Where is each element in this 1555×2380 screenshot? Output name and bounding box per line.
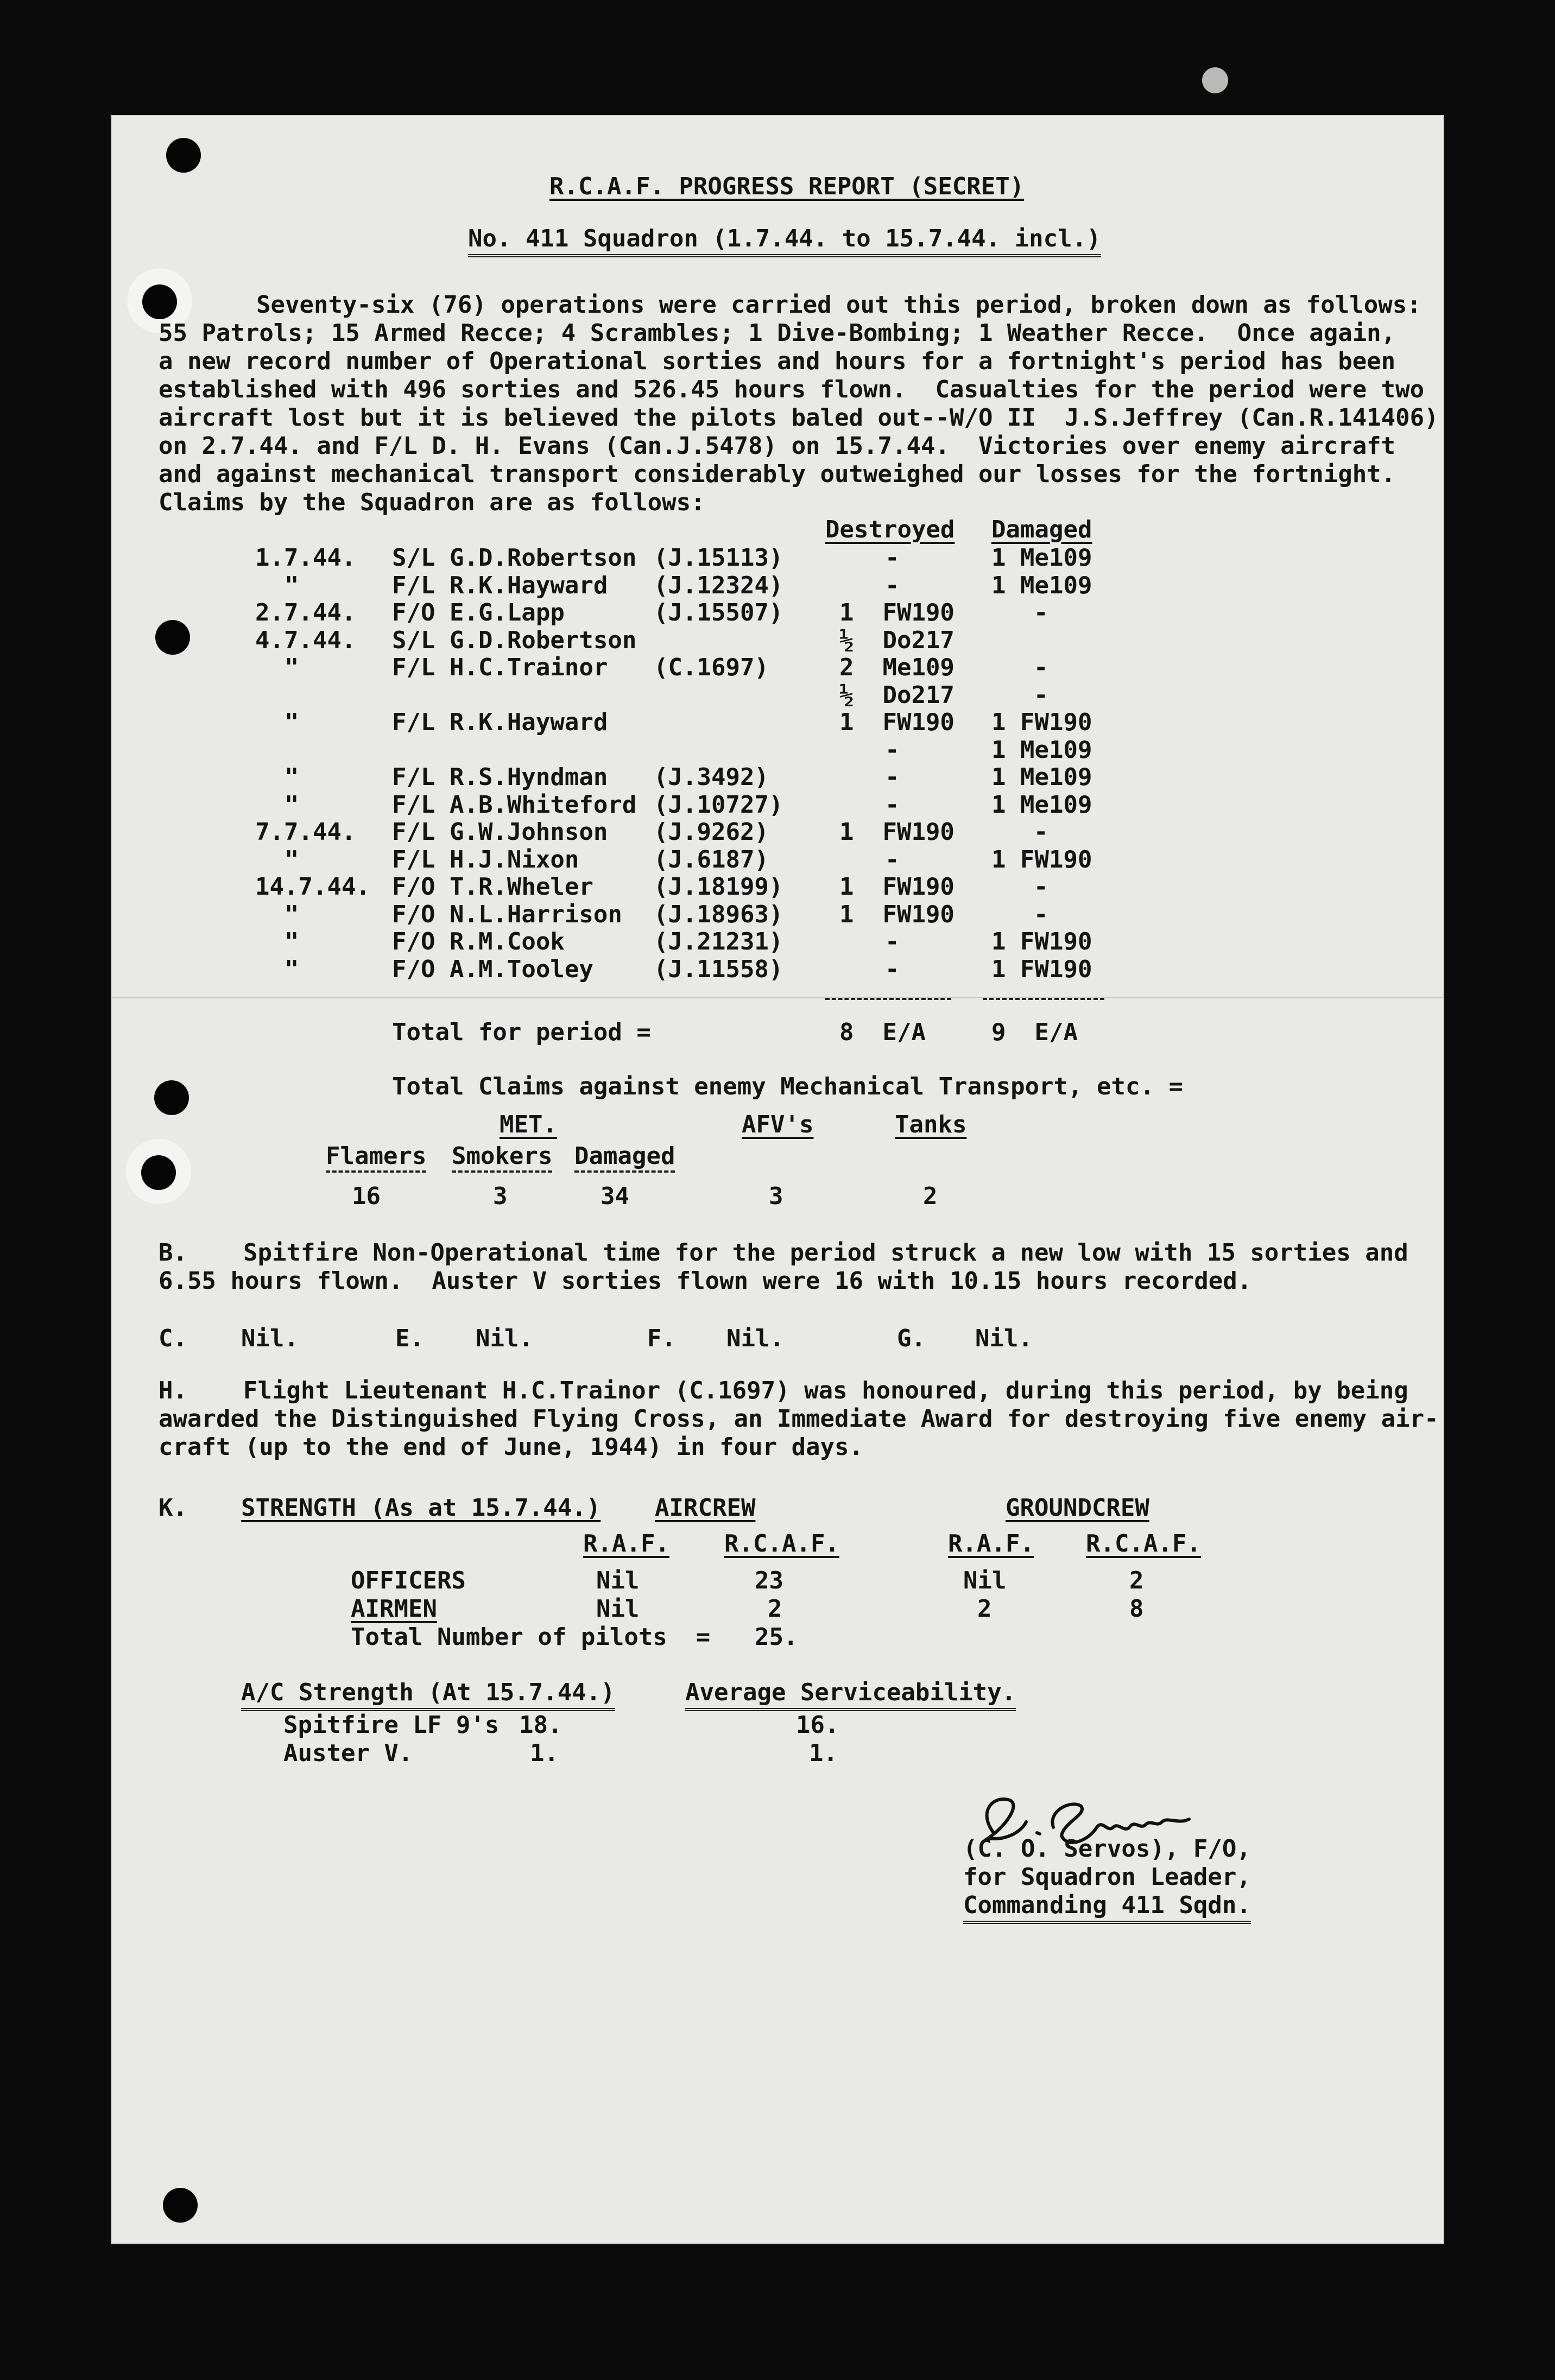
- claim-damaged: -: [1034, 873, 1048, 901]
- claim-pilot: F/O N.L.Harrison: [392, 901, 622, 928]
- claim-damaged: -: [1034, 901, 1048, 928]
- officers-groundcrew-rcaf: 2: [1129, 1567, 1144, 1594]
- groundcrew-raf-header: R.A.F.: [948, 1530, 1034, 1558]
- damaged-total-rule: [983, 998, 1104, 1000]
- claim-pilot: F/L H.C.Trainor: [392, 654, 608, 681]
- claim-date: ": [285, 654, 299, 681]
- claim-pilot: F/O R.M.Cook: [392, 928, 565, 955]
- section-e-letter: E.: [395, 1325, 424, 1352]
- section-f-value: Nil.: [726, 1325, 784, 1352]
- claim-pilot: F/O T.R.Wheler: [392, 873, 593, 901]
- groundcrew-label: GROUNDCREW: [1006, 1494, 1149, 1522]
- punch-hole: [166, 138, 201, 173]
- claim-date: ": [285, 791, 299, 819]
- claim-number: (J.15113): [654, 544, 783, 572]
- ac-row-name: Auster V.: [283, 1739, 413, 1767]
- claim-destroyed: 1 FW190: [839, 818, 955, 846]
- section-k-letter: K.: [159, 1494, 187, 1522]
- officers-label: OFFICERS: [351, 1567, 466, 1594]
- intro-line: a new record number of Operational sorties and hours for a fortnight's period has been: [159, 347, 1396, 375]
- claim-destroyed: 1 FW190: [839, 901, 955, 928]
- total-destroyed: 8 E/A: [839, 1018, 926, 1046]
- claim-damaged: 1 Me109: [991, 791, 1092, 819]
- claim-pilot: F/O A.M.Tooley: [392, 955, 593, 983]
- claim-damaged: 1 FW190: [991, 955, 1092, 983]
- section-g-letter: G.: [897, 1325, 926, 1352]
- claim-date: 7.7.44.: [255, 818, 356, 846]
- section-g-value: Nil.: [975, 1325, 1033, 1352]
- claim-number: (J.12324): [654, 572, 783, 599]
- claim-pilot: F/L R.K.Hayward: [392, 708, 608, 736]
- signature-role: for Squadron Leader,: [963, 1863, 1251, 1891]
- claim-damaged: -: [1034, 818, 1048, 846]
- flamers-label: Flamers: [326, 1142, 426, 1173]
- ac-strength-label: A/C Strength (At 15.7.44.): [241, 1679, 615, 1711]
- claim-destroyed: -: [885, 572, 900, 599]
- claim-pilot: F/O E.G.Lapp: [392, 599, 565, 626]
- aircrew-raf-header: R.A.F.: [583, 1530, 669, 1558]
- avg-serviceability-label: Average Serviceability.: [685, 1679, 1016, 1711]
- strength-label: STRENGTH (As at 15.7.44.): [241, 1494, 601, 1522]
- claim-date: ": [285, 572, 299, 599]
- mt-title: Total Claims against enemy Mechanical Transport, etc. =: [392, 1073, 1183, 1100]
- claim-date: ": [285, 928, 299, 955]
- afvs-label: AFV's: [742, 1111, 814, 1138]
- claim-destroyed: 1 FW190: [839, 708, 955, 736]
- claim-damaged: 1 FW190: [991, 846, 1092, 873]
- page-subtitle: No. 411 Squadron (1.7.44. to 15.7.44. incl.): [468, 225, 1101, 257]
- claim-number: (J.9262): [654, 818, 769, 846]
- met-label: MET.: [500, 1111, 557, 1138]
- claim-destroyed: -: [885, 544, 900, 572]
- claim-destroyed: -: [885, 846, 900, 873]
- destroyed-total-rule: [825, 998, 951, 1000]
- claim-destroyed: ½ Do217: [839, 681, 955, 709]
- smokers-label: Smokers: [452, 1142, 552, 1173]
- total-damaged: 9 E/A: [991, 1018, 1078, 1046]
- section-c-letter: C.: [159, 1325, 187, 1352]
- ac-row-strength: 1.: [530, 1739, 559, 1767]
- claim-number: (J.10727): [654, 791, 783, 819]
- claim-number: (J.3492): [654, 763, 769, 791]
- groundcrew-rcaf-header: R.C.A.F.: [1086, 1530, 1201, 1558]
- punch-hole: [154, 1080, 189, 1115]
- claim-number: (J.15507): [654, 599, 783, 626]
- section-h-line: craft (up to the end of June, 1944) in four days.: [159, 1433, 864, 1461]
- intro-paragraph: [159, 291, 1439, 517]
- intro-line: on 2.7.44. and F/L D. H. Evans (Can.J.5478) on 15.7.44. Victories over enemy aircraft: [159, 432, 1396, 460]
- claim-destroyed: 2 Me109: [839, 654, 955, 681]
- claim-pilot: F/L G.W.Johnson: [392, 818, 608, 846]
- claim-date: ": [285, 846, 299, 873]
- intro-line: 55 Patrols; 15 Armed Recce; 4 Scrambles; 1 Dive-Bombing; 1 Weather Recce. Once again,: [159, 319, 1396, 347]
- claim-pilot: F/L A.B.Whiteford: [392, 791, 637, 819]
- officers-aircrew-raf: Nil: [596, 1567, 640, 1594]
- claim-destroyed: -: [885, 955, 900, 983]
- pilots-label: Total Number of pilots =: [351, 1623, 711, 1651]
- aircrew-rcaf-header: R.C.A.F.: [724, 1530, 839, 1558]
- claim-date: 14.7.44.: [255, 873, 370, 901]
- airmen-aircrew-raf: Nil: [596, 1595, 640, 1623]
- section-b-line: Spitfire Non-Operational time for the period struck a new low with 15 sorties and: [243, 1239, 1408, 1267]
- intro-line: and against mechanical transport considerably outweighed our losses for the fortnight.: [159, 460, 1396, 488]
- officers-aircrew-rcaf: 23: [755, 1567, 783, 1594]
- claim-damaged: 1 FW190: [991, 928, 1092, 955]
- claim-date: 2.7.44.: [255, 599, 356, 626]
- intro-line: established with 496 sorties and 526.45 hours flown. Casualties for the period were two: [159, 376, 1425, 403]
- afvs-value: 3: [769, 1182, 783, 1210]
- claim-date: ": [285, 708, 299, 736]
- claim-date: 1.7.44.: [255, 544, 356, 572]
- claim-pilot: S/L G.D.Robertson: [392, 626, 637, 654]
- ac-row-name: Spitfire LF 9's: [283, 1711, 500, 1739]
- claim-damaged: 1 FW190: [991, 708, 1092, 736]
- intro-line: Claims by the Squadron are as follows:: [159, 489, 705, 516]
- claim-pilot: F/L R.S.Hyndman: [392, 763, 608, 791]
- page-fold-line: [111, 997, 1444, 998]
- claim-damaged: 1 Me109: [991, 572, 1092, 599]
- airmen-aircrew-rcaf: 2: [768, 1595, 782, 1623]
- smokers-value: 3: [493, 1182, 508, 1210]
- destroyed-header: Destroyed: [825, 516, 955, 543]
- claim-pilot: F/L R.K.Hayward: [392, 572, 608, 599]
- mt-damaged-value: 34: [600, 1182, 629, 1210]
- airmen-groundcrew-rcaf: 8: [1129, 1595, 1144, 1623]
- aircrew-label: AIRCREW: [655, 1494, 756, 1522]
- section-h-letter: H.: [159, 1377, 187, 1404]
- claim-number: (J.6187): [654, 846, 769, 873]
- section-e-value: Nil.: [476, 1325, 533, 1352]
- claim-date: 4.7.44.: [255, 626, 356, 654]
- airmen-label: AIRMEN: [351, 1595, 437, 1623]
- officers-groundcrew-raf: Nil: [963, 1567, 1007, 1594]
- signature-unit: Commanding 411 Sqdn.: [963, 1891, 1251, 1924]
- claim-number: (C.1697): [654, 654, 769, 681]
- ac-row-average: 16.: [796, 1711, 839, 1739]
- claim-number: (J.18963): [654, 901, 783, 928]
- claim-date: ": [285, 955, 299, 983]
- claim-pilot: S/L G.D.Robertson: [392, 544, 637, 572]
- section-f-letter: F.: [647, 1325, 676, 1352]
- flamers-value: 16: [352, 1182, 381, 1210]
- punch-hole: [163, 2188, 198, 2223]
- claim-date: ": [285, 763, 299, 791]
- tanks-value: 2: [923, 1182, 938, 1210]
- claim-damaged: 1 Me109: [991, 763, 1092, 791]
- claim-destroyed: 1 FW190: [839, 599, 955, 626]
- pilots-value: 25.: [755, 1623, 798, 1651]
- tanks-label: Tanks: [895, 1111, 967, 1138]
- section-h-line: Flight Lieutenant H.C.Trainor (C.1697) was honoured, during this period, by being: [243, 1377, 1408, 1404]
- intro-line: aircraft lost but it is believed the pilots baled out--W/O II J.S.Jeffrey (Can.R.141406): [159, 404, 1439, 432]
- section-h-line: awarded the Distinguished Flying Cross, an Immediate Award for destroying five enemy air-: [159, 1405, 1439, 1433]
- claim-damaged: -: [1034, 599, 1048, 626]
- section-b-line: 6.55 hours flown. Auster V sorties flown were 16 with 10.15 hours recorded.: [159, 1267, 1252, 1295]
- ac-row-average: 1.: [809, 1739, 838, 1767]
- section-c-value: Nil.: [241, 1325, 299, 1352]
- section-b-letter: B.: [159, 1239, 187, 1267]
- punch-hole: [1202, 67, 1228, 93]
- claim-damaged: -: [1034, 681, 1048, 709]
- total-label: Total for period =: [392, 1018, 651, 1046]
- claim-damaged: -: [1034, 654, 1048, 681]
- intro-line: Seventy-six (76) operations were carried out this period, broken down as follows:: [256, 291, 1421, 319]
- claim-destroyed: 1 FW190: [839, 873, 955, 901]
- claim-destroyed: -: [885, 791, 900, 819]
- claim-damaged: 1 Me109: [991, 544, 1092, 572]
- claim-destroyed: -: [885, 928, 900, 955]
- ac-row-strength: 18.: [519, 1711, 562, 1739]
- claim-destroyed: -: [885, 763, 900, 791]
- punch-hole: [141, 1155, 176, 1190]
- damaged-header: Damaged: [991, 516, 1092, 543]
- signature-name: (C. O. Servos), F/O,: [963, 1835, 1251, 1863]
- airmen-groundcrew-raf: 2: [977, 1595, 992, 1623]
- claim-number: (J.18199): [654, 873, 783, 901]
- claim-number: (J.21231): [654, 928, 783, 955]
- claim-number: (J.11558): [654, 955, 783, 983]
- punch-hole: [155, 620, 190, 655]
- claim-damaged: 1 Me109: [991, 736, 1092, 764]
- page-title: R.C.A.F. PROGRESS REPORT (SECRET): [549, 173, 1025, 200]
- claim-date: ": [285, 901, 299, 928]
- claim-destroyed: -: [885, 736, 900, 764]
- mt-damaged-label: Damaged: [574, 1142, 675, 1173]
- claim-destroyed: ½ Do217: [839, 626, 955, 654]
- claim-pilot: F/L H.J.Nixon: [392, 846, 579, 873]
